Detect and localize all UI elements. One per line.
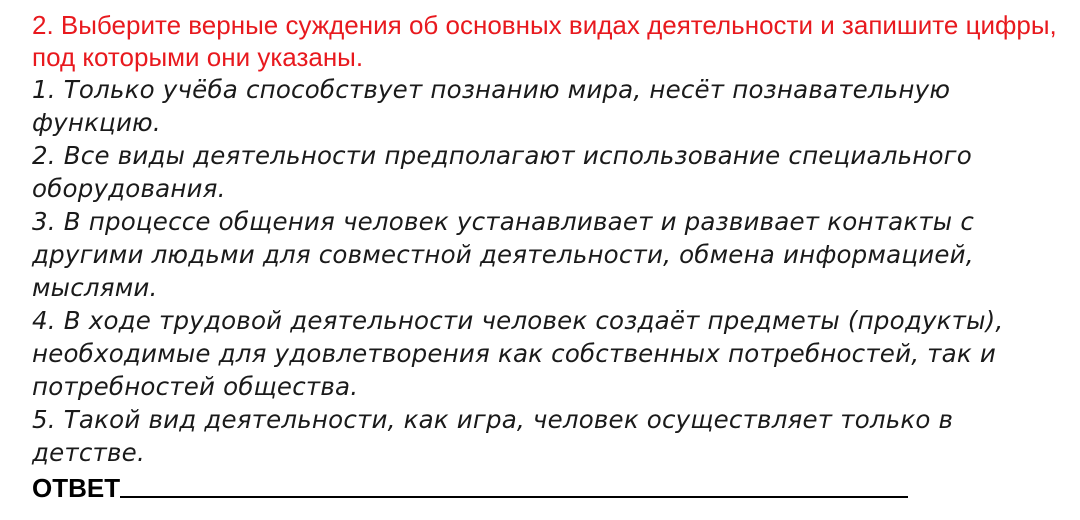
answer-label: ОТВЕТ	[32, 473, 121, 503]
statement-1: 1. Только учёба способствует познанию мира, несёт познавательную функцию.	[32, 75, 951, 137]
statement-2: 2. Все виды деятельности предполагают использование специального оборудования.	[32, 141, 972, 203]
exercise-block	[32, 9, 1072, 503]
answer-row	[32, 471, 1072, 503]
statement-5: 5. Такой вид деятельности, как игра, человек осуществляет только в детстве.	[32, 405, 954, 467]
task-prompt: 2. Выберите верные суждения об основных видах деятельности и запишите цифры, под которыми они указаны.	[32, 10, 1057, 72]
statements-list	[32, 73, 1072, 469]
answer-line[interactable]	[120, 496, 908, 498]
statement-3: 3. В процессе общения человек устанавливает и развивает контакты с другими людьми для совместной деятельности, обмена информацией, мыслями.	[32, 207, 974, 302]
statement-4: 4. В ходе трудовой деятельности человек создаёт предметы (продукты), необходимые для удовлетворения как собственных потребностей, так и потребностей общества.	[32, 306, 1004, 401]
